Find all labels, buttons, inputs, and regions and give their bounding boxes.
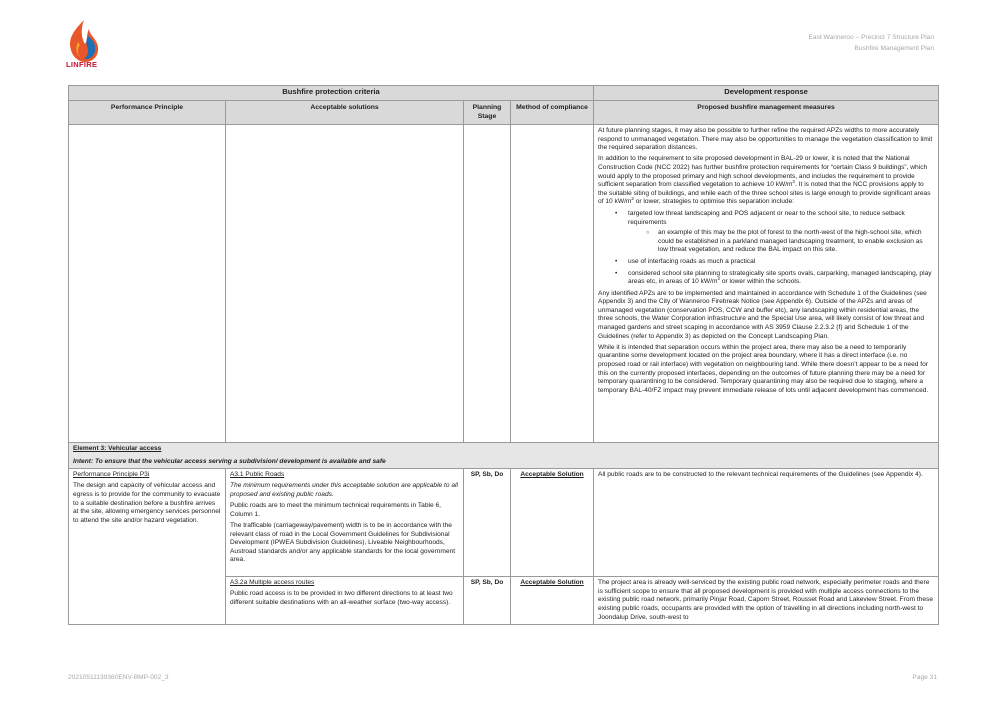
paragraph: Any identified APZs are to be implemented and maintained in accordance with Schedule 1 of the Guidelines (see Appendix 3) and the City of Wanneroo Firebreak Notice (see Appendix 6). Outside of the APZs and areas of unmanaged vegetation (conservation POS, CCW and buffer etc), any landscaping within residential areas, the three schools, the Water Corporation infrastructure and the Special Use area, will likely consist of low threat and managed gardens and street scaping in accordance with AS 3959 Clause 2.2.3.2 (f) and Schedule 1 of the Guidelines (refer to Appendix 3) as depicted on the Concept Landscaping Plan. bbox=[598, 289, 927, 340]
continued-row bbox=[69, 125, 939, 443]
element-intent: Intent: To ensure that the vehicular access serving a subdivision/ development is available and safe bbox=[73, 457, 386, 465]
performance-principle-title: Performance Principle P3i bbox=[73, 471, 150, 479]
cell-empty bbox=[464, 125, 511, 443]
list-subitem: ○ an example of this may be the plot of forest to the north-west of the high-school site, which could be established in a parkland managed landscaping treatment, to enable exclusion as low threat vegetation, and reduce the BAL impact on this site. bbox=[628, 229, 934, 255]
paragraph: At future planning stages, it may also be possible to further refine the required APZs widths to more accurately respond to unmanaged vegetation. There may also be opportunities to manage the vegetation classification to limit the required separation distances. bbox=[598, 127, 933, 152]
document-header bbox=[809, 33, 934, 54]
cell-acceptable-solution bbox=[226, 577, 464, 625]
group-header-row bbox=[69, 86, 939, 101]
logo-text: LINFIRE bbox=[66, 60, 98, 69]
list-item: • use of interfacing roads as much a practical bbox=[598, 258, 934, 267]
paragraph: While it is intended that separation occurs within the project area, there may also be a need to temporarily quarantine some development located on the project area boundary, where it has a direct interface (i.e. no proposed road or rail interface) with vegetation on neighbouring land. While there doesn’t appear to be a need for this on the currently proposed interfaces, depending on the outcomes of future planning there may be a need for temporary quarantining to be considered. Temporary quarantining may also be required due to staging, where a temporary BAL-40/FZ impact may prevent immediate release of lots until adjacent development has commenced. bbox=[598, 343, 929, 394]
cell-response: The project area is already well-serviced by the existing public road network, especially perimeter roads and there is sufficient scope to ensure that all proposed development is provided with multiple access connections to the existing public road network, primarily Pinjar Road, Caporn Street, Rousset Road and Lakeview Street. From these existing public roads, occupants are provided with the option of travelling in all directions including north-west to Joondalup Drive, south-west to bbox=[594, 577, 939, 625]
cell-empty bbox=[226, 125, 464, 443]
acceptable-solution-text: Public road access is to be provided in two different directions to at least two different suitable destinations with an all-weather surface (two-way access). bbox=[230, 590, 453, 606]
group-header-response: Development response bbox=[594, 86, 939, 101]
cell-acceptable-solution bbox=[226, 469, 464, 577]
cell-empty bbox=[69, 125, 226, 443]
element-header-row bbox=[69, 443, 939, 469]
group-header-criteria: Bushfire protection criteria bbox=[69, 86, 594, 101]
list-item: • targeted low threat landscaping and POS adjacent or near to the school site, to reduce setback requirements ○ an example of this may be the plot of forest to the north-west of the high-school site, which could be established in a parkland managed landscaping treatment, to enable exclusion as low threat vegetation, and reduce the BAL impact on this site. bbox=[598, 210, 934, 255]
footer-page-number: Page 31 bbox=[912, 674, 937, 681]
cell-response: All public roads are to be constructed to the relevant technical requirements of the Guidelines (see Appendix 4). bbox=[594, 469, 939, 577]
acceptable-solution-title: A3.1 Public Roads bbox=[230, 471, 285, 479]
col-planning-stage: Planning Stage bbox=[464, 101, 511, 125]
acceptable-solution-title: A3.2a Multiple access routes bbox=[230, 579, 315, 587]
cell-planning-stage: SP, Sb, Do bbox=[464, 577, 511, 625]
footer-document-id: 20210511139360ENV-BMP-002_3 bbox=[68, 674, 169, 681]
header-doc-type: Bushfire Management Plan bbox=[854, 44, 934, 52]
acceptable-solution-text: Public roads are to meet the minimum technical requirements in Table 6, Column 1. bbox=[230, 502, 441, 518]
element-header bbox=[69, 443, 939, 469]
cell-planning-stage: SP, Sb, Do bbox=[464, 469, 511, 577]
col-performance-principle: Performance Principle bbox=[69, 101, 226, 125]
strategy-list bbox=[598, 210, 934, 287]
cell-method: Acceptable Solution bbox=[511, 469, 594, 577]
cell-proposed-measures-continued bbox=[594, 125, 939, 443]
col-proposed-measures: Proposed bushfire management measures bbox=[594, 101, 939, 125]
performance-principle-text: The design and capacity of vehicular access and egress is to provide for the community to evacuate to a suitable destination before a bushfire arrives at the site, allowing emergency services personnel to attend the site and/or hazard vegetation. bbox=[73, 482, 221, 524]
col-method-of-compliance: Method of compliance bbox=[511, 101, 594, 125]
cell-empty bbox=[511, 125, 594, 443]
table-row bbox=[69, 469, 939, 577]
cell-method: Acceptable Solution bbox=[511, 577, 594, 625]
cell-performance-principle bbox=[69, 469, 226, 625]
element-title: Element 3: Vehicular access bbox=[73, 445, 162, 452]
acceptable-solution-note: The minimum requirements under this acceptable solution are applicable to all proposed and existing public roads. bbox=[230, 482, 458, 498]
column-header-row bbox=[69, 101, 939, 125]
list-item: • considered school site planning to strategically site sports ovals, carparking, managed landscaping, play areas etc, in areas of 10 $kW/m^2$ or lower within the schools. bbox=[598, 270, 934, 287]
header-project: East Wanneroo – Precinct 7 Structure Plan bbox=[808, 34, 934, 41]
acceptable-solution-text: The trafficable (carriageway/pavement) width is to be in accordance with the relevant class of road in the Local Government Guidelines for Subdivisional Development (IPWEA Subdivision Guidelines), Liveable Neighbourhoods, Austroad standards and/or any applicable standards for the local government area. bbox=[230, 521, 456, 564]
bushfire-criteria-table bbox=[68, 85, 939, 625]
paragraph-ncc: In addition to the requirement to site proposed development in BAL-29 or lower, it is noted that the National Construction Code (NCC 2022) has further bushfire protection requirements for “certain Class 9 buildings”, which would apply to the proposed primary and high school developments, and includes the requirement to provide sufficient separation from classified vegetation to achieve 10 $kW/m^2$. It is noted that the NCC provisions apply to the suitable siting of buildings, and while each of the three school sites is large enough to provide significant areas of 10 $kW/m^2$ or lower, strategies to optimise this separation include: bbox=[598, 155, 931, 206]
col-acceptable-solutions: Acceptable solutions bbox=[226, 101, 464, 125]
